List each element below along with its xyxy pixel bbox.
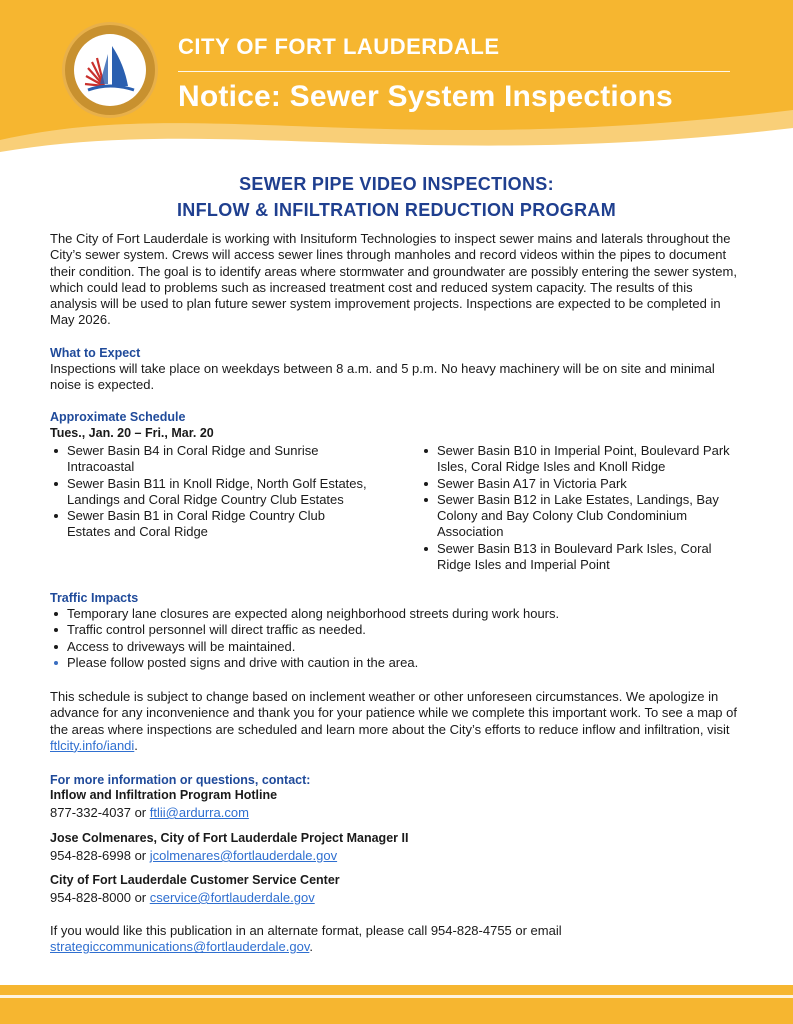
schedule-list-left — [50, 443, 370, 541]
alternate-format-text: If you would like this publication in an alternate format, please call 954-828-4755 or email — [50, 923, 562, 938]
contact-heading: For more information or questions, contact: — [50, 773, 311, 787]
footer-band — [0, 985, 793, 1024]
project-manager-email-link[interactable]: jcolmenares@fortlauderdale.gov — [149, 848, 338, 863]
main-title-line-1: SEWER PIPE VIDEO INSPECTIONS: — [239, 174, 554, 194]
customer-service-email-link[interactable]: cservice@fortlauderdale.gov — [149, 890, 315, 905]
customer-service-phone: 954-828-8000 or — [50, 890, 150, 905]
what-to-expect-text: Inspections will take place on weekdays between 8 a.m. and 5 p.m. No heavy machinery will be on site and minimal noise is expected. — [50, 361, 715, 393]
alternate-format-end: . — [309, 939, 313, 955]
city-name: CITY OF FORT LAUDERDALE — [178, 34, 500, 59]
what-to-expect-heading: What to Expect — [50, 346, 141, 360]
header-banner — [0, 0, 793, 160]
hotline-title: Inflow and Infiltration Program Hotline — [50, 788, 278, 802]
footer-stripe — [0, 995, 793, 998]
schedule-list-right — [420, 443, 745, 573]
schedule-heading: Approximate Schedule — [50, 410, 186, 424]
project-manager-phone: 954-828-6998 or — [50, 848, 150, 863]
list-item: Sewer Basin A17 in Victoria Park — [420, 476, 745, 492]
closing-paragraph — [50, 689, 740, 754]
list-item: Sewer Basin B1 in Coral Ridge Country Club Estates and Coral Ridge — [50, 508, 370, 541]
list-item: Access to driveways will be maintained. — [50, 639, 740, 655]
closing-text: This schedule is subject to change based on inclement weather or other unforeseen circumstances. We apologize in advance for any inconvenience and thank you for your patience while we complete this important work. To see a map of the areas where inspections are scheduled and learn more about the City’s efforts to reduce inflow and infiltration, visit — [50, 689, 737, 737]
list-item: Sewer Basin B4 in Coral Ridge and Sunrise Intracoastal — [50, 443, 370, 476]
list-item: Sewer Basin B11 in Knoll Ridge, North Golf Estates, Landings and Coral Ridge Country Club Estates — [50, 476, 370, 509]
notice-title: Notice: Sewer System Inspections — [178, 80, 673, 113]
hotline-phone: 877-332-4037 or — [50, 805, 150, 820]
hotline-line — [50, 805, 249, 820]
alternate-format-paragraph — [50, 923, 740, 956]
list-item: Sewer Basin B13 in Boulevard Park Isles, Coral Ridge Isles and Imperial Point — [420, 541, 745, 574]
list-item: Temporary lane closures are expected along neighborhood streets during work hours. — [50, 606, 740, 622]
traffic-list — [50, 606, 740, 671]
header-divider — [178, 71, 730, 72]
list-item: Sewer Basin B10 in Imperial Point, Boulevard Park Isles, Coral Ridge Isles and Knoll Ridge — [420, 443, 745, 476]
list-item: Sewer Basin B12 in Lake Estates, Landings, Bay Colony and Bay Colony Club Condominium Association — [420, 492, 745, 541]
customer-service-title: City of Fort Lauderdale Customer Service Center — [50, 873, 340, 887]
main-title-line-2: INFLOW & INFILTRATION REDUCTION PROGRAM — [177, 200, 616, 220]
strategic-communications-email-link[interactable]: strategiccommunications@fortlauderdale.gov — [50, 939, 310, 955]
intro-paragraph: The City of Fort Lauderdale is working with Insituform Technologies to inspect sewer mains and laterals throughout the City’s sewer system. Crews will access sewer lines through manholes and record videos within the pipes to document their condition. The goal is to identify areas where stormwater and groundwater are possibly entering the sewer system, which could lead to problems such as increased treatment cost and reduced system capacity. The results of this analysis will be used to plan future sewer system improvement projects. Inspections are expected to be completed in May 2026. — [50, 231, 737, 328]
project-manager-line — [50, 848, 337, 863]
schedule-dates: Tues., Jan. 20 – Fri., Mar. 20 — [50, 426, 214, 440]
list-item: Traffic control personnel will direct traffic as needed. — [50, 622, 740, 638]
traffic-heading: Traffic Impacts — [50, 591, 139, 605]
city-sail-logo-icon — [62, 22, 158, 118]
list-item: Please follow posted signs and drive with caution in the area. — [50, 655, 740, 671]
project-manager-title: Jose Colmenares, City of Fort Lauderdale Project Manager II — [50, 831, 409, 845]
customer-service-line — [50, 890, 315, 905]
closing-end: . — [134, 737, 138, 753]
iandi-link[interactable]: ftlcity.info/iandi — [50, 737, 135, 753]
hotline-email-link[interactable]: ftlii@ardurra.com — [149, 805, 249, 820]
